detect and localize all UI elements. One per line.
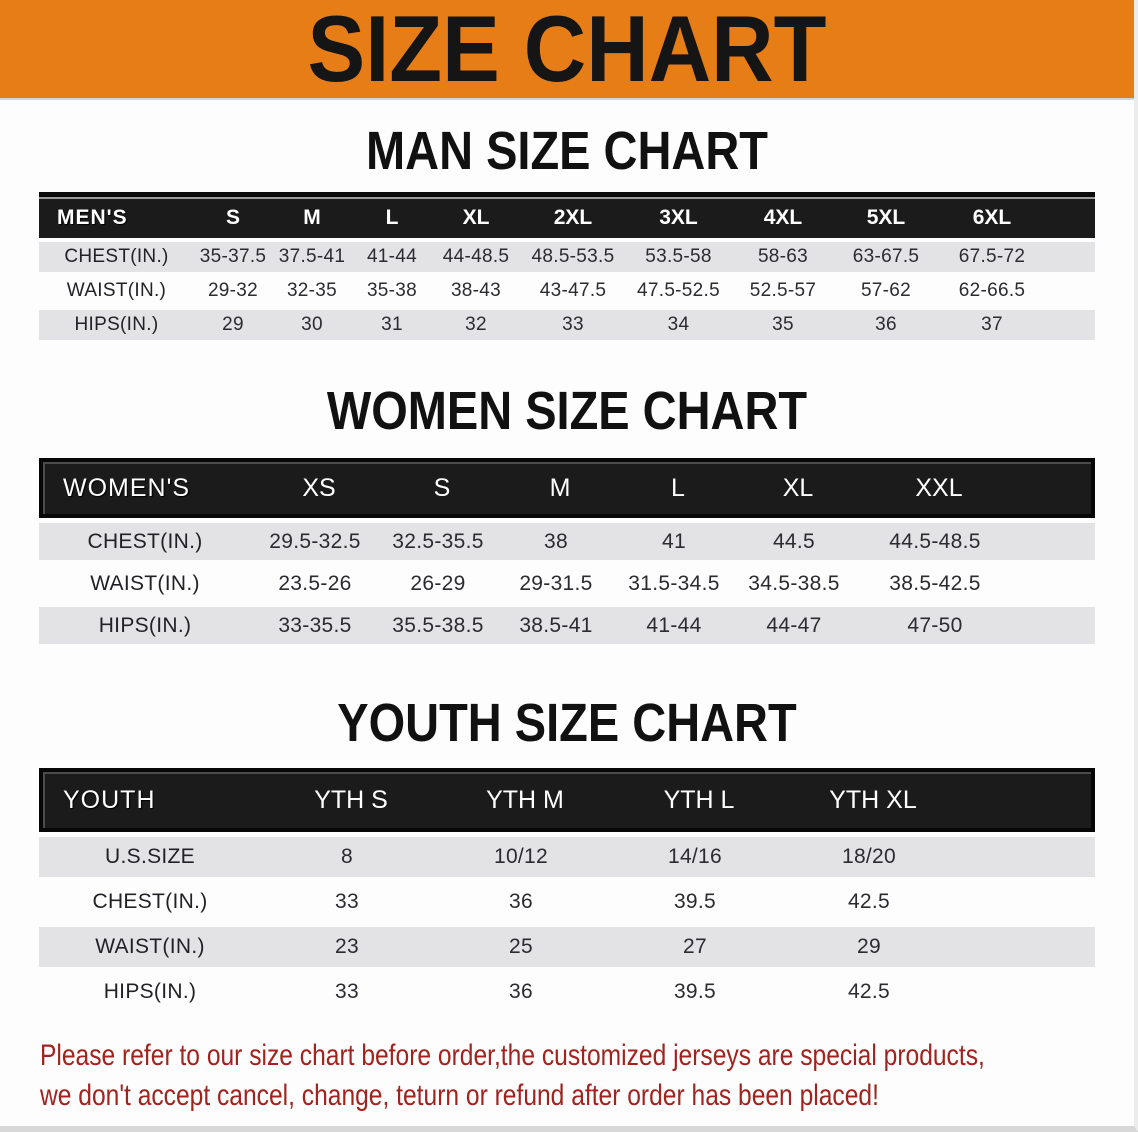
youth-table-header-row bbox=[39, 768, 1095, 832]
cell-value: 35-38 bbox=[366, 280, 418, 301]
men-col-header: S bbox=[225, 205, 240, 229]
men-col-header: 2XL bbox=[553, 205, 593, 229]
cell-value: 42.5 bbox=[847, 890, 891, 913]
women-col-header: XXL bbox=[915, 473, 963, 502]
cell-value: 67.5-72 bbox=[958, 246, 1026, 267]
cell-value: 25 bbox=[509, 935, 533, 958]
men-chest-row bbox=[39, 242, 1095, 272]
cell-value: 33 bbox=[562, 314, 584, 335]
cell-value: 26-29 bbox=[410, 571, 466, 595]
youth-group-label: YOUTH bbox=[63, 785, 156, 814]
cell-value: 57-62 bbox=[860, 280, 912, 301]
row-label: WAIST(IN.) bbox=[66, 280, 167, 301]
men-col-header: 6XL bbox=[972, 205, 1012, 229]
cell-value: 34.5-38.5 bbox=[748, 571, 840, 595]
cell-value: 63-67.5 bbox=[852, 246, 920, 267]
men-col-header: L bbox=[385, 205, 399, 229]
cell-value: 14/16 bbox=[667, 845, 723, 868]
cell-value: 41 bbox=[662, 529, 686, 553]
youth-ussize-row bbox=[39, 837, 1095, 877]
men-table-header-row bbox=[39, 192, 1095, 238]
cell-value: 62-66.5 bbox=[958, 280, 1026, 301]
cell-value: 35 bbox=[772, 314, 794, 335]
women-size-table bbox=[39, 458, 1095, 644]
men-section-title: MAN SIZE CHART bbox=[366, 121, 768, 181]
row-label: CHEST(IN.) bbox=[64, 246, 169, 267]
cell-value: 27 bbox=[683, 935, 707, 958]
cell-value: 44.5 bbox=[772, 529, 816, 553]
cell-value: 38.5-41 bbox=[519, 613, 593, 637]
cell-value: 35.5-38.5 bbox=[392, 613, 484, 637]
cell-value: 23 bbox=[335, 935, 359, 958]
cell-value: 52.5-57 bbox=[749, 280, 817, 301]
cell-value: 37 bbox=[981, 314, 1003, 335]
women-section-title: WOMEN SIZE CHART bbox=[326, 381, 808, 441]
cell-value: 31.5-34.5 bbox=[628, 571, 720, 595]
cell-value: 44-47 bbox=[766, 613, 822, 637]
men-col-header: M bbox=[303, 205, 321, 229]
men-col-header: 5XL bbox=[866, 205, 906, 229]
youth-waist-row bbox=[39, 927, 1095, 967]
youth-size-table bbox=[39, 768, 1095, 1012]
cell-value: 41-44 bbox=[366, 246, 418, 267]
cell-value: 36 bbox=[875, 314, 897, 335]
women-chest-row bbox=[39, 523, 1095, 560]
men-col-header: XL bbox=[462, 205, 490, 229]
men-waist-row bbox=[39, 276, 1095, 306]
youth-col-header: YTH XL bbox=[829, 785, 917, 814]
youth-chest-row bbox=[39, 882, 1095, 922]
row-label: CHEST(IN.) bbox=[92, 890, 208, 913]
cell-value: 38.5-42.5 bbox=[889, 571, 981, 595]
cell-value: 34 bbox=[667, 314, 690, 335]
youth-col-header: YTH L bbox=[663, 785, 735, 814]
cell-value: 18/20 bbox=[841, 845, 897, 868]
cell-value: 39.5 bbox=[673, 890, 717, 913]
cell-value: 39.5 bbox=[673, 980, 717, 1003]
cell-value: 35-37.5 bbox=[199, 246, 267, 267]
cell-value: 58-63 bbox=[757, 246, 809, 267]
row-label: HIPS(IN.) bbox=[103, 980, 197, 1003]
men-col-header: 4XL bbox=[763, 205, 803, 229]
youth-section-title: YOUTH SIZE CHART bbox=[337, 693, 797, 753]
row-label: CHEST(IN.) bbox=[87, 529, 203, 553]
cell-value: 47.5-52.5 bbox=[637, 280, 720, 301]
cell-value: 33 bbox=[335, 980, 359, 1003]
cell-value: 31 bbox=[381, 314, 403, 335]
cell-value: 37.5-41 bbox=[278, 246, 346, 267]
cell-value: 30 bbox=[301, 314, 323, 335]
cell-value: 32.5-35.5 bbox=[392, 529, 484, 553]
women-col-header: XS bbox=[302, 473, 336, 502]
women-col-header: L bbox=[671, 473, 685, 502]
row-label: HIPS(IN.) bbox=[74, 314, 159, 335]
disclaimer-line-1: Please refer to our size chart before order,the customized jerseys are special products, bbox=[40, 1039, 985, 1072]
cell-value: 32 bbox=[465, 314, 487, 335]
row-label: WAIST(IN.) bbox=[95, 935, 205, 958]
women-hips-row bbox=[39, 607, 1095, 644]
cell-value: 43-47.5 bbox=[539, 280, 607, 301]
cell-value: 8 bbox=[341, 845, 353, 868]
cell-value: 44.5-48.5 bbox=[889, 529, 981, 553]
youth-hips-row bbox=[39, 972, 1095, 1012]
cell-value: 36 bbox=[509, 890, 533, 913]
cell-value: 10/12 bbox=[493, 845, 549, 868]
cell-value: 33 bbox=[335, 890, 359, 913]
cell-value: 38-43 bbox=[450, 280, 502, 301]
cell-value: 29 bbox=[857, 935, 881, 958]
women-table-header-row bbox=[39, 458, 1095, 518]
cell-value: 29-32 bbox=[207, 280, 259, 301]
cell-value: 47-50 bbox=[907, 613, 963, 637]
page-title: SIZE CHART bbox=[307, 0, 827, 101]
men-group-label: MEN'S bbox=[57, 205, 128, 229]
men-hips-row bbox=[39, 310, 1095, 340]
cell-value: 53.5-58 bbox=[645, 246, 712, 267]
youth-col-header: YTH M bbox=[486, 785, 564, 814]
cell-value: 29 bbox=[222, 314, 244, 335]
cell-value: 42.5 bbox=[847, 980, 891, 1003]
disclaimer bbox=[40, 1036, 1114, 1116]
row-label: U.S.SIZE bbox=[105, 845, 195, 868]
men-col-header: 3XL bbox=[659, 205, 698, 229]
cell-value: 44-48.5 bbox=[442, 246, 510, 267]
youth-col-header: YTH S bbox=[314, 785, 388, 814]
cell-value: 48.5-53.5 bbox=[531, 246, 615, 267]
cell-value: 23.5-26 bbox=[278, 571, 352, 595]
cell-value: 29-31.5 bbox=[519, 571, 593, 595]
banner bbox=[0, 0, 1134, 100]
women-waist-row bbox=[39, 565, 1095, 602]
women-col-header: XL bbox=[782, 473, 814, 502]
cell-value: 29.5-32.5 bbox=[269, 529, 361, 553]
cell-value: 41-44 bbox=[646, 613, 702, 637]
cell-value: 32-35 bbox=[286, 280, 338, 301]
women-col-header: S bbox=[433, 473, 451, 502]
women-group-label: WOMEN'S bbox=[63, 473, 191, 502]
cell-value: 38 bbox=[544, 529, 568, 553]
row-label: HIPS(IN.) bbox=[98, 613, 192, 637]
cell-value: 33-35.5 bbox=[278, 613, 352, 637]
disclaimer-line-2: we don't accept cancel, change, teturn or refund after order has been placed! bbox=[40, 1079, 879, 1112]
cell-value: 36 bbox=[509, 980, 533, 1003]
row-label: WAIST(IN.) bbox=[90, 571, 200, 595]
men-size-table bbox=[39, 192, 1095, 340]
women-col-header: M bbox=[549, 473, 571, 502]
